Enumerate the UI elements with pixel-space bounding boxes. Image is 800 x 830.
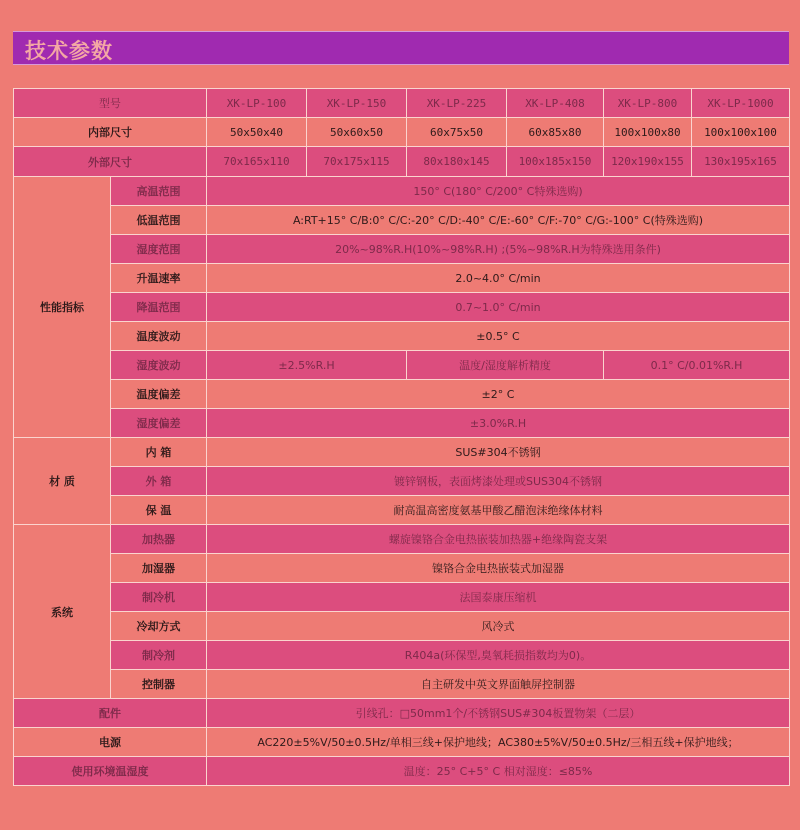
temp-deviation-row [14, 380, 790, 409]
temp-fluctuation-value: ±0.5° C [207, 322, 790, 351]
humidity-range-value: 20%~98%R.H(10%~98%R.H) ;(5%~98%R.H为特殊选用条件) [207, 235, 790, 264]
inner-size-row [14, 118, 790, 147]
outer-size-value: 130x195x165 [692, 147, 790, 177]
model-name: XK-LP-225 [407, 89, 507, 118]
controller-row [14, 670, 790, 699]
high-temp-row [14, 177, 790, 206]
heating-rate-value: 2.0~4.0° C/min [207, 264, 790, 293]
outer-size-value: 70x175x115 [307, 147, 407, 177]
heating-rate-row [14, 264, 790, 293]
inner-box-row [14, 438, 790, 467]
performance-group-label: 性能指标 [14, 177, 111, 438]
outer-box-label: 外 箱 [111, 467, 207, 496]
high-temp-label: 高温范围 [111, 177, 207, 206]
humidity-range-row [14, 235, 790, 264]
power-value: AC220±5%V/50±0.5Hz/单相三线+保护地线；AC380±5%V/50±0.5Hz/三相五线+保护地线； [207, 728, 790, 757]
heater-value: 螺旋镍铬合金电热嵌装加热器+绝缘陶瓷支架 [207, 525, 790, 554]
inner-size-value: 60x75x50 [407, 118, 507, 147]
outer-box-row [14, 467, 790, 496]
compressor-value: 法国泰康压缩机 [207, 583, 790, 612]
inner-box-label: 内 箱 [111, 438, 207, 467]
heating-rate-label: 升温速率 [111, 264, 207, 293]
outer-size-value: 80x180x145 [407, 147, 507, 177]
accessories-label: 配件 [14, 699, 207, 728]
humidifier-row [14, 554, 790, 583]
humidifier-label: 加湿器 [111, 554, 207, 583]
inner-size-value: 60x85x80 [507, 118, 604, 147]
humidity-fluctuation-label: 湿度波动 [111, 351, 207, 380]
inner-size-value: 100x100x80 [604, 118, 692, 147]
cooling-method-row [14, 612, 790, 641]
low-temp-value: A:RT+15° C/B:0° C/C:-20° C/D:-40° C/E:-60° C/F:-70° C/G:-100° C(特殊选购) [207, 206, 790, 235]
outer-size-value: 120x190x155 [604, 147, 692, 177]
temp-fluctuation-row [14, 322, 790, 351]
power-row [14, 728, 790, 757]
refrigerant-value: R404a(环保型,臭氧耗损指数均为0)。 [207, 641, 790, 670]
high-temp-value: 150° C(180° C/200° C特殊选购) [207, 177, 790, 206]
inner-size-value: 100x100x100 [692, 118, 790, 147]
page-title: 技术参数 [25, 39, 113, 63]
controller-value: 自主研发中英文界面触屏控制器 [207, 670, 790, 699]
outer-size-value: 70x165x110 [207, 147, 307, 177]
insulation-label: 保 温 [111, 496, 207, 525]
title-banner [13, 31, 789, 65]
inner-box-value: SUS#304不锈钢 [207, 438, 790, 467]
humidity-fluctuation-value: ±2.5%R.H [207, 351, 407, 380]
inner-size-value: 50x50x40 [207, 118, 307, 147]
material-group-label: 材 质 [14, 438, 111, 525]
humidity-deviation-label: 湿度偏差 [111, 409, 207, 438]
inner-size-label: 内部尺寸 [14, 118, 207, 147]
accessories-row [14, 699, 790, 728]
system-group-label: 系统 [14, 525, 111, 699]
heater-label: 加热器 [111, 525, 207, 554]
cooling-method-value: 风冷式 [207, 612, 790, 641]
outer-size-row [14, 147, 790, 177]
model-row [14, 89, 790, 118]
environment-value: 温度：25° C+5° C 相对湿度：≤85% [207, 757, 790, 786]
cooling-method-label: 冷却方式 [111, 612, 207, 641]
refrigerant-row [14, 641, 790, 670]
spec-table [13, 88, 790, 786]
resolution-value: 0.1° C/0.01%R.H [604, 351, 790, 380]
model-name: XK-LP-1000 [692, 89, 790, 118]
model-name: XK-LP-100 [207, 89, 307, 118]
cooling-range-label: 降温范围 [111, 293, 207, 322]
cooling-range-row [14, 293, 790, 322]
outer-size-value: 100x185x150 [507, 147, 604, 177]
cooling-range-value: 0.7~1.0° C/min [207, 293, 790, 322]
temp-deviation-label: 温度偏差 [111, 380, 207, 409]
model-label: 型号 [14, 89, 207, 118]
outer-box-value: 镀锌钢板，表面烤漆处理或SUS304不锈钢 [207, 467, 790, 496]
humidity-deviation-value: ±3.0%R.H [207, 409, 790, 438]
environment-label: 使用环境温湿度 [14, 757, 207, 786]
insulation-value: 耐高温高密度氨基甲酸乙醋泡沫绝缘体材料 [207, 496, 790, 525]
temp-deviation-value: ±2° C [207, 380, 790, 409]
model-name: XK-LP-800 [604, 89, 692, 118]
compressor-row [14, 583, 790, 612]
humidity-range-label: 湿度范围 [111, 235, 207, 264]
heater-row [14, 525, 790, 554]
controller-label: 控制器 [111, 670, 207, 699]
humidifier-value: 镍铬合金电热嵌装式加湿器 [207, 554, 790, 583]
inner-size-value: 50x60x50 [307, 118, 407, 147]
refrigerant-label: 制冷剂 [111, 641, 207, 670]
temp-fluctuation-label: 温度波动 [111, 322, 207, 351]
model-name: XK-LP-150 [307, 89, 407, 118]
power-label: 电源 [14, 728, 207, 757]
outer-size-label: 外部尺寸 [14, 147, 207, 177]
low-temp-label: 低温范围 [111, 206, 207, 235]
insulation-row [14, 496, 790, 525]
humidity-fluctuation-row [14, 351, 790, 380]
model-name: XK-LP-408 [507, 89, 604, 118]
environment-row [14, 757, 790, 786]
compressor-label: 制冷机 [111, 583, 207, 612]
low-temp-row [14, 206, 790, 235]
resolution-label: 温度/湿度解析精度 [407, 351, 604, 380]
humidity-deviation-row [14, 409, 790, 438]
accessories-value: 引线孔：□50mm1个/不锈钢SUS#304板置物架（二层） [207, 699, 790, 728]
